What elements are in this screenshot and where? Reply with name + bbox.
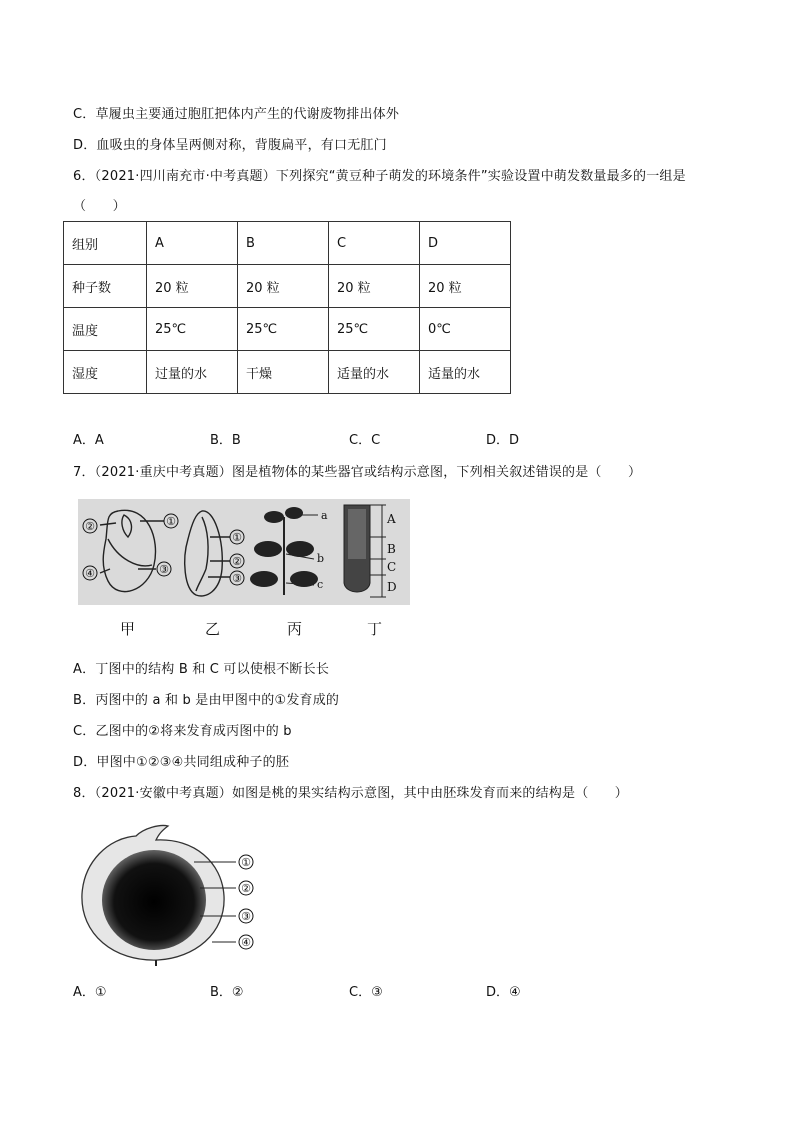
label-ding-B: B [387,542,396,556]
label-yi-2: ② [232,555,242,568]
q6-option-a: A．A [73,433,104,448]
label-jia-2: ② [85,520,95,533]
table-cell: A [147,222,238,265]
q6-options [73,429,753,447]
peach-labels [239,855,253,949]
label-peach-3: ③ [241,910,251,923]
label-peach-1: ① [241,856,251,869]
q7-option-c: C．乙图中的②将来发育成丙图中的 b [73,724,292,739]
q8-option-c: C．③ [349,985,383,1000]
peach-stone [102,850,206,950]
q6-answer-paren: （ ） [73,199,126,214]
table-cell: 组别 [64,222,147,265]
q6-stem: 6．（2021·四川南充市·中考真题）下列探究“黄豆种子萌发的环境条件”实验设置中萌发数量最多的一组是 [73,169,686,184]
q6-option-d: D．D [486,433,520,448]
corn-seed-labels [230,530,244,585]
caption-ding: 丁 [367,620,383,638]
table-cell: 25℃ [329,308,420,351]
table-cell: 干燥 [238,351,329,394]
q6-option-b: B．B [210,433,241,448]
label-bing-a: a [321,509,328,522]
label-peach-2: ② [241,882,251,895]
q8-option-d: D．④ [486,985,521,1000]
table-cell: 20 粒 [329,265,420,308]
table-cell: 20 粒 [238,265,329,308]
table-row [64,222,511,265]
plant-structures-figure [78,499,410,605]
q7-option-d: D．甲图中①②③④共同组成种子的胚 [73,755,290,770]
label-ding-D: D [387,580,397,594]
label-ding-A: A [387,512,396,526]
q8-stem: 8．（2021·安徽中考真题）如图是桃的果实结构示意图，其中由胚珠发育而来的结构是（ ） [73,786,628,801]
q6-option-c: C．C [349,433,381,448]
table-cell: 湿度 [64,351,147,394]
label-jia-4: ④ [85,567,95,580]
label-jia-1: ① [166,515,176,528]
label-yi-3: ③ [232,572,242,585]
label-peach-4: ④ [241,936,251,949]
q7-option-a: A．丁图中的结构 B 和 C 可以使根不断长长 [73,662,330,677]
table-cell: 20 粒 [420,265,511,308]
label-jia-3: ③ [159,563,169,576]
table-cell: 20 粒 [147,265,238,308]
label-bing-c: c [317,578,324,591]
q7-option-b: B．丙图中的 a 和 b 是由甲图中的①发育成的 [73,693,340,708]
table-cell: 种子数 [64,265,147,308]
table-cell: D [420,222,511,265]
table-cell: 25℃ [147,308,238,351]
q6-experiment-table [63,221,511,394]
root-tip-labels [386,512,397,594]
table-cell: 0℃ [420,308,511,351]
caption-bing: 丙 [287,620,303,638]
caption-yi: 乙 [205,620,221,638]
table-cell: 过量的水 [147,351,238,394]
table-cell: 适量的水 [420,351,511,394]
q5-option-c: C．草履虫主要通过胞肛把体内产生的代谢废物排出体外 [73,107,400,122]
table-row [64,308,511,351]
table-cell: B [238,222,329,265]
q8-option-a: A．① [73,985,107,1000]
table-cell: 适量的水 [329,351,420,394]
q8-option-b: B．② [210,985,244,1000]
label-bing-b: b [317,552,325,565]
label-ding-C: C [387,560,397,574]
caption-jia: 甲 [120,620,136,638]
table-cell: 25℃ [238,308,329,351]
table-cell: 温度 [64,308,147,351]
q7-stem: 7．（2021·重庆中考真题）图是植物体的某些器官或结构示意图，下列相关叙述错误的是（ ） [73,465,642,480]
table-row [64,265,511,308]
table-cell: C [329,222,420,265]
q5-option-d: D．血吸虫的身体呈两侧对称，背腹扁平，有口无肛门 [73,138,387,153]
peach-fruit-figure [74,822,270,968]
table-row [64,351,511,394]
q8-options [73,981,753,999]
label-yi-1: ① [232,531,242,544]
